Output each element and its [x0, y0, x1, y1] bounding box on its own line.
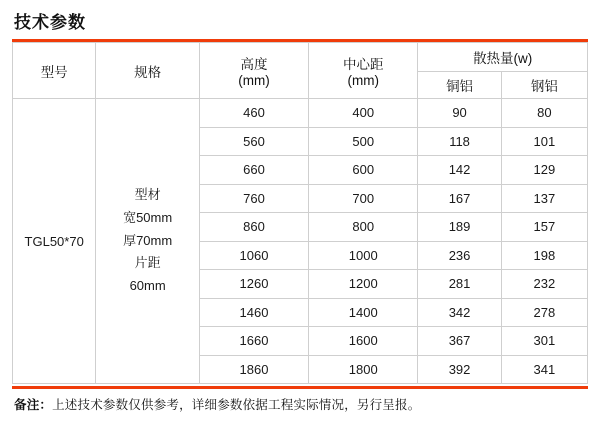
footnote-label: 备注：: [14, 398, 53, 412]
cell-center: 1600: [309, 327, 418, 356]
column-header-height: [199, 43, 308, 99]
cell-center: 700: [309, 184, 418, 213]
cell-heat-copper: 142: [418, 156, 501, 185]
cell-height: 660: [199, 156, 308, 185]
cell-heat-steel: 101: [501, 127, 587, 156]
cell-center: 1000: [309, 241, 418, 270]
cell-center: 1200: [309, 270, 418, 299]
column-header-height-text: 高度: [240, 57, 268, 72]
table-body: [13, 99, 588, 384]
column-header-heat-copper-aluminum: 铜铝: [418, 72, 501, 99]
footnote: [12, 389, 588, 413]
column-header-center-distance: [309, 43, 418, 99]
cell-height: 760: [199, 184, 308, 213]
cell-height: 860: [199, 213, 308, 242]
cell-heat-steel: 157: [501, 213, 587, 242]
cell-heat-steel: 198: [501, 241, 587, 270]
cell-center: 600: [309, 156, 418, 185]
cell-heat-copper: 236: [418, 241, 501, 270]
cell-heat-copper: 342: [418, 298, 501, 327]
cell-heat-copper: 167: [418, 184, 501, 213]
cell-center: 800: [309, 213, 418, 242]
column-header-center-text: 中心距: [343, 57, 384, 72]
cell-center: 400: [309, 99, 418, 128]
cell-height: 1660: [199, 327, 308, 356]
cell-heat-steel: 232: [501, 270, 587, 299]
cell-heat-steel: 341: [501, 355, 587, 384]
table-row: [13, 99, 588, 128]
column-header-spec: 规格: [96, 43, 200, 99]
spec-line-5: 60mm: [129, 278, 166, 294]
cell-model-value: TGL50*70: [13, 99, 96, 384]
specification-table: [12, 42, 588, 384]
cell-heat-steel: 137: [501, 184, 587, 213]
table-header: [13, 43, 588, 99]
cell-height: 1460: [199, 298, 308, 327]
cell-heat-steel: 129: [501, 156, 587, 185]
cell-heat-copper: 189: [418, 213, 501, 242]
cell-center: 1800: [309, 355, 418, 384]
spec-line-1: 型材: [134, 187, 161, 203]
cell-heat-steel: 80: [501, 99, 587, 128]
spec-line-3: 厚70mm: [123, 232, 173, 248]
cell-height: 460: [199, 99, 308, 128]
spec-line-2: 宽50mm: [123, 209, 173, 225]
column-header-heat-output: 散热量(w): [418, 43, 588, 72]
cell-height: 1860: [199, 355, 308, 384]
column-header-center-unit: (mm): [347, 73, 379, 88]
table-header-row-1: [13, 43, 588, 72]
cell-heat-steel: 301: [501, 327, 587, 356]
cell-height: 1260: [199, 270, 308, 299]
cell-center: 1400: [309, 298, 418, 327]
cell-heat-copper: 118: [418, 127, 501, 156]
cell-heat-steel: 278: [501, 298, 587, 327]
footnote-text: 上述技术参数仅供参考，详细参数依据工程实际情况，另行呈报。: [52, 398, 421, 412]
cell-heat-copper: 90: [418, 99, 501, 128]
column-header-model: 型号: [13, 43, 96, 99]
cell-heat-copper: 367: [418, 327, 501, 356]
cell-heat-copper: 281: [418, 270, 501, 299]
cell-spec-value: [96, 99, 200, 384]
spec-line-4: 片距: [134, 255, 161, 271]
page-title: 技术参数: [14, 13, 86, 32]
cell-heat-copper: 392: [418, 355, 501, 384]
cell-center: 500: [309, 127, 418, 156]
column-header-height-unit: (mm): [238, 73, 270, 88]
cell-height: 560: [199, 127, 308, 156]
cell-height: 1060: [199, 241, 308, 270]
column-header-heat-steel-aluminum: 钢铝: [501, 72, 587, 99]
